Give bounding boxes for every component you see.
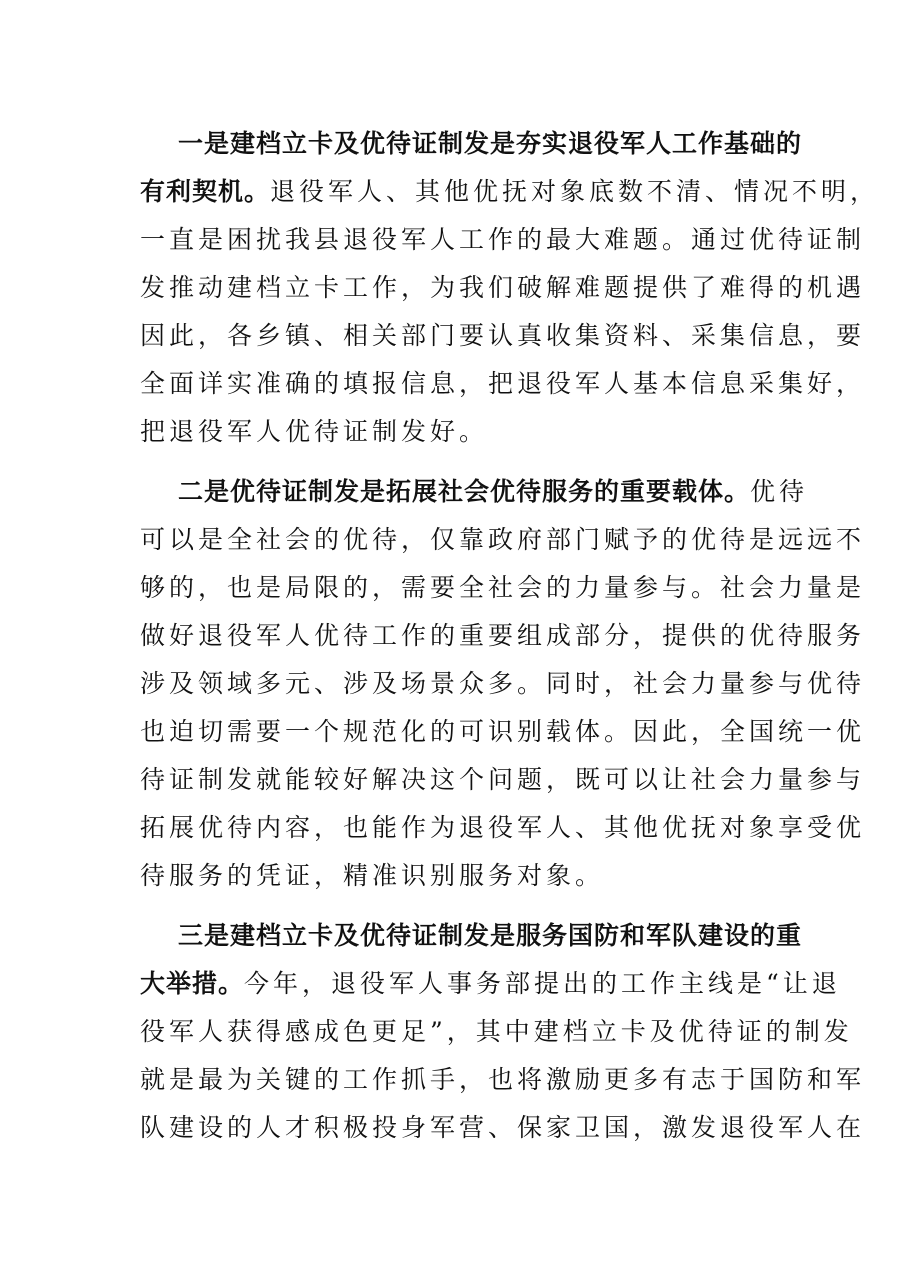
paragraph-2-line-5: 涉及领域多元、涉及场景众多。同时，社会力量参与优待 bbox=[140, 669, 866, 698]
paragraph-1-line-2 bbox=[140, 172, 879, 212]
paragraph-1-line-7: 把退役军人优待证制发好。 bbox=[140, 417, 489, 446]
paragraph-2-line-4: 做好退役军人优待工作的重要组成部分，提供的优待服务 bbox=[140, 621, 866, 650]
paragraph-2-line-8: 拓展优待内容，也能作为退役军人、其他优抚对象享受优 bbox=[140, 813, 866, 842]
paragraph-1-line-5: 因此，各乡镇、相关部门要认真收集资料、采集信息，要 bbox=[140, 321, 866, 350]
paragraph-1-heading-end: 有利契机。 bbox=[140, 177, 271, 206]
paragraph-1-line-6: 全面详实准确的填报信息，把退役军人基本信息采集好， bbox=[140, 369, 866, 398]
paragraph-2-text: 优待 bbox=[750, 477, 809, 506]
paragraph-3-line-5: 队建设的人才积极投身军营、保家卫国，激发退役军人在 bbox=[140, 1113, 866, 1142]
paragraph-2-heading: 二是优待证制发是拓展社会优待服务的重要载体。 bbox=[178, 477, 751, 506]
paragraph-1-text: 退役军人、其他优抚对象底数不清、情况不明， bbox=[270, 177, 880, 206]
paragraph-2-line-2: 可以是全社会的优待，仅靠政府部门赋予的优待是远远不 bbox=[140, 525, 866, 554]
paragraph-3-line-2 bbox=[140, 964, 841, 1004]
paragraph-2-line-7: 待证制发就能较好解决这个问题，既可以让社会力量参与 bbox=[140, 765, 866, 794]
paragraph-2-line-3: 够的，也是局限的，需要全社会的力量参与。社会力量是 bbox=[140, 573, 866, 602]
paragraph-2-line-1 bbox=[178, 472, 808, 512]
paragraph-3-text: 今年，退役军人事务部提出的工作主线是“让退 bbox=[244, 969, 841, 998]
paragraph-1-line-1 bbox=[178, 124, 802, 164]
paragraph-3-heading-end: 大举措。 bbox=[140, 969, 245, 998]
paragraph-1-line-4: 发推动建档立卡工作，为我们破解难题提供了难得的机遇 bbox=[140, 273, 866, 302]
paragraph-2-line-9: 待服务的凭证，精准识别服务对象。 bbox=[140, 861, 605, 890]
paragraph-3-line-3: 役军人获得感成色更足”，其中建档立卡及优待证的制发 bbox=[140, 1017, 853, 1046]
paragraph-1-heading: 一是建档立卡及优待证制发是夯实退役军人工作基础的 bbox=[178, 129, 803, 158]
paragraph-3-heading: 三是建档立卡及优待证制发是服务国防和军队建设的重 bbox=[178, 921, 803, 950]
paragraph-2-line-6: 也迫切需要一个规范化的可识别载体。因此，全国统一优 bbox=[140, 717, 866, 746]
paragraph-3-line-4: 就是最为关键的工作抓手，也将激励更多有志于国防和军 bbox=[140, 1065, 866, 1094]
paragraph-1-line-3: 一直是困扰我县退役军人工作的最大难题。通过优待证制 bbox=[140, 225, 866, 254]
paragraph-3-line-1 bbox=[178, 916, 802, 956]
